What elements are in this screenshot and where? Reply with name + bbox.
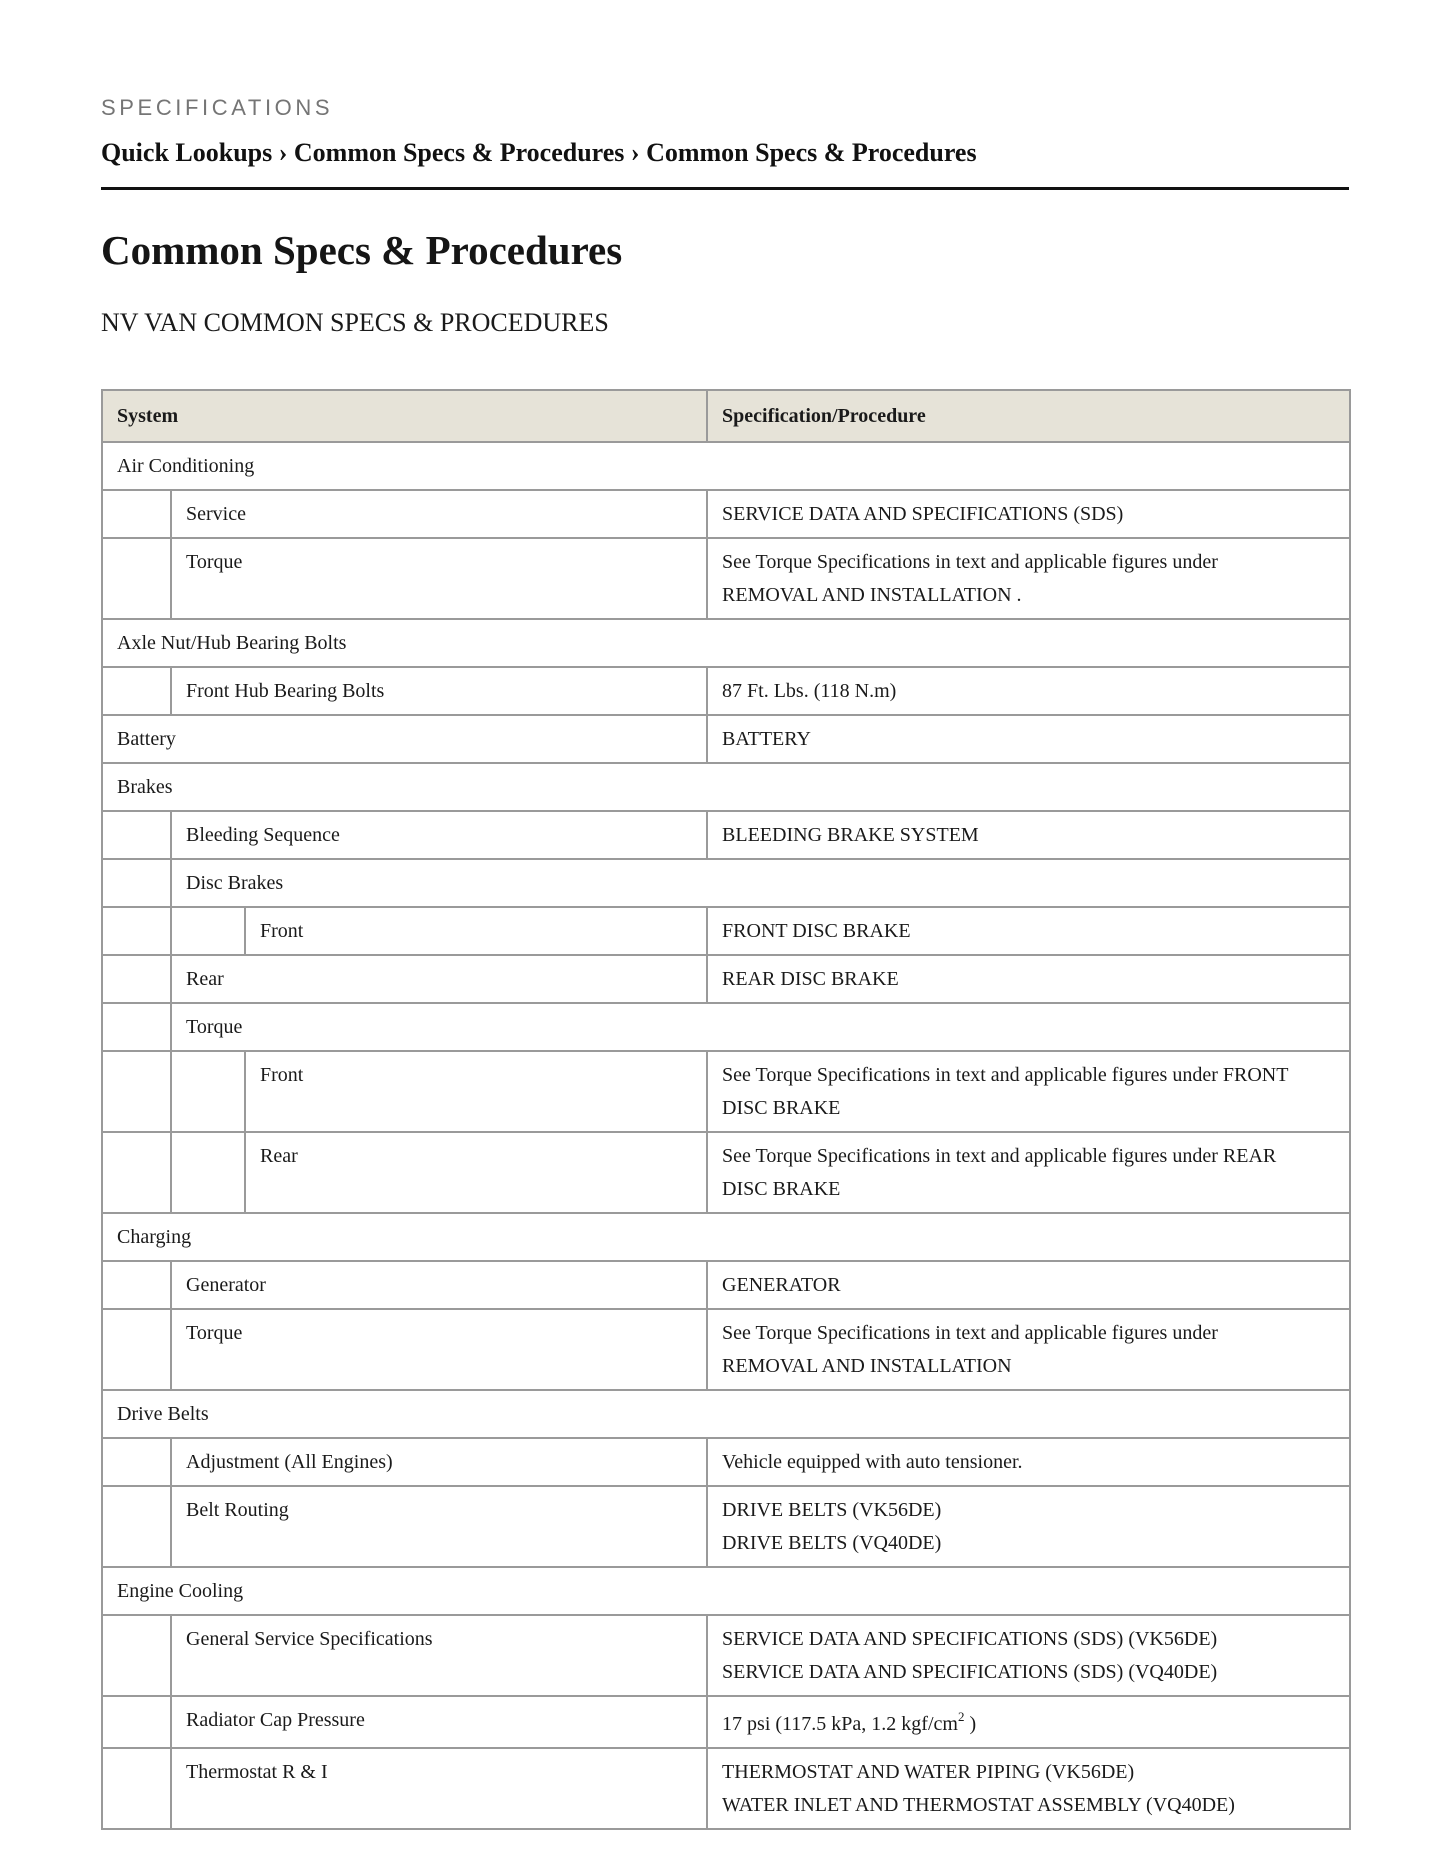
system-cell: General Service Specifications: [171, 1615, 707, 1696]
specs-table: [101, 389, 1351, 1830]
indent-cell: [171, 1051, 245, 1132]
table-row: [102, 667, 1350, 715]
table-row: [102, 490, 1350, 538]
table-row: [102, 1615, 1350, 1696]
indent-cell: [102, 907, 171, 955]
table-row: [102, 859, 1350, 907]
spec-cell: BATTERY: [707, 715, 1350, 763]
section-eyebrow: SPECIFICATIONS: [101, 95, 334, 120]
spec-cell: [707, 1486, 1350, 1567]
system-cell: Thermostat R & I: [171, 1748, 707, 1829]
breadcrumb: Quick Lookups › Common Specs & Procedures › Common Specs & Procedures: [101, 138, 977, 167]
spec-cell: [707, 1309, 1350, 1390]
spec-line: REMOVAL AND INSTALLATION .: [722, 584, 1022, 606]
indent-cell: [102, 955, 171, 1003]
table-row: [102, 715, 1350, 763]
table-row: [102, 1003, 1350, 1051]
indent-cell: [102, 1132, 171, 1213]
spec-line: 17 psi (117.5 kPa, 1.2 kgf/cm: [722, 1713, 958, 1735]
spec-line: DRIVE BELTS (VQ40DE): [722, 1532, 942, 1554]
indent-cell: [102, 1486, 171, 1567]
table-row: [102, 1213, 1350, 1261]
table-row: [102, 763, 1350, 811]
category-cell: Drive Belts: [102, 1390, 1350, 1438]
system-cell: Radiator Cap Pressure: [171, 1696, 707, 1748]
category-cell: Axle Nut/Hub Bearing Bolts: [102, 619, 1350, 667]
subcategory-cell: Disc Brakes: [171, 859, 1350, 907]
spec-cell: FRONT DISC BRAKE: [707, 907, 1350, 955]
spec-cell: REAR DISC BRAKE: [707, 955, 1350, 1003]
spec-line: See Torque Specifications in text and applicable figures under REAR: [722, 1145, 1277, 1167]
table-row: [102, 1486, 1350, 1567]
indent-cell: [171, 1132, 245, 1213]
spec-cell: BLEEDING BRAKE SYSTEM: [707, 811, 1350, 859]
table-row: [102, 1567, 1350, 1615]
spec-line: SERVICE DATA AND SPECIFICATIONS (SDS) (VK56DE): [722, 1628, 1218, 1650]
category-cell: Brakes: [102, 763, 1350, 811]
column-header-specification: Specification/Procedure: [707, 390, 1350, 442]
system-cell: Front Hub Bearing Bolts: [171, 667, 707, 715]
spec-line: REMOVAL AND INSTALLATION: [722, 1355, 1012, 1377]
table-row: [102, 1051, 1350, 1132]
spec-cell: GENERATOR: [707, 1261, 1350, 1309]
spec-cell: [707, 1051, 1350, 1132]
category-cell: Engine Cooling: [102, 1567, 1350, 1615]
table-row: [102, 1748, 1350, 1829]
system-cell: Belt Routing: [171, 1486, 707, 1567]
table-row: [102, 955, 1350, 1003]
table-row: [102, 811, 1350, 859]
system-cell: Front: [245, 1051, 707, 1132]
spec-line: ): [964, 1713, 977, 1735]
spec-line: See Torque Specifications in text and applicable figures under FRONT: [722, 1064, 1289, 1086]
spec-cell: 87 Ft. Lbs. (118 N.m): [707, 667, 1350, 715]
spec-line: SERVICE DATA AND SPECIFICATIONS (SDS) (VQ40DE): [722, 1661, 1218, 1683]
table-row: [102, 1390, 1350, 1438]
spec-line: THERMOSTAT AND WATER PIPING (VK56DE): [722, 1761, 1135, 1783]
spec-line: DISC BRAKE: [722, 1097, 841, 1119]
spec-cell: [707, 1132, 1350, 1213]
header-divider: [101, 187, 1349, 190]
category-cell: Battery: [102, 715, 707, 763]
system-cell: Adjustment (All Engines): [171, 1438, 707, 1486]
table-row: [102, 1696, 1350, 1748]
spec-line: WATER INLET AND THERMOSTAT ASSEMBLY (VQ40DE): [722, 1794, 1235, 1816]
indent-cell: [102, 1696, 171, 1748]
spec-cell: [707, 1696, 1350, 1748]
indent-cell: [102, 667, 171, 715]
table-row: [102, 538, 1350, 619]
spec-cell: Vehicle equipped with auto tensioner.: [707, 1438, 1350, 1486]
indent-cell: [102, 490, 171, 538]
indent-cell: [102, 1261, 171, 1309]
column-header-system: System: [102, 390, 707, 442]
category-cell: Charging: [102, 1213, 1350, 1261]
spec-line: See Torque Specifications in text and applicable figures under: [722, 551, 1218, 573]
spec-line: DRIVE BELTS (VK56DE): [722, 1499, 942, 1521]
table-header-row: [102, 390, 1350, 442]
table-row: [102, 619, 1350, 667]
spec-cell: SERVICE DATA AND SPECIFICATIONS (SDS): [707, 490, 1350, 538]
spec-cell: [707, 1615, 1350, 1696]
system-cell: Rear: [171, 955, 707, 1003]
superscript: 2: [957, 1709, 965, 1724]
subcategory-cell: Torque: [171, 1003, 1350, 1051]
table-row: [102, 1438, 1350, 1486]
table-row: [102, 1132, 1350, 1213]
system-cell: Service: [171, 490, 707, 538]
spec-cell: [707, 538, 1350, 619]
indent-cell: [102, 859, 171, 907]
system-cell: Generator: [171, 1261, 707, 1309]
indent-cell: [102, 1051, 171, 1132]
page-subtitle: NV VAN COMMON SPECS & PROCEDURES: [101, 308, 609, 337]
system-cell: Torque: [171, 538, 707, 619]
spec-cell: [707, 1748, 1350, 1829]
indent-cell: [102, 1003, 171, 1051]
indent-cell: [102, 1615, 171, 1696]
table-row: [102, 1261, 1350, 1309]
indent-cell: [102, 538, 171, 619]
table-row: [102, 907, 1350, 955]
indent-cell: [102, 1309, 171, 1390]
page-title: Common Specs & Procedures: [101, 227, 623, 273]
indent-cell: [102, 811, 171, 859]
table-row: [102, 1309, 1350, 1390]
indent-cell: [171, 907, 245, 955]
system-cell: Rear: [245, 1132, 707, 1213]
table-row: [102, 442, 1350, 490]
system-cell: Bleeding Sequence: [171, 811, 707, 859]
system-cell: Front: [245, 907, 707, 955]
system-cell: Torque: [171, 1309, 707, 1390]
category-cell: Air Conditioning: [102, 442, 1350, 490]
indent-cell: [102, 1748, 171, 1829]
spec-line: DISC BRAKE: [722, 1178, 841, 1200]
spec-line: See Torque Specifications in text and applicable figures under: [722, 1322, 1218, 1344]
indent-cell: [102, 1438, 171, 1486]
